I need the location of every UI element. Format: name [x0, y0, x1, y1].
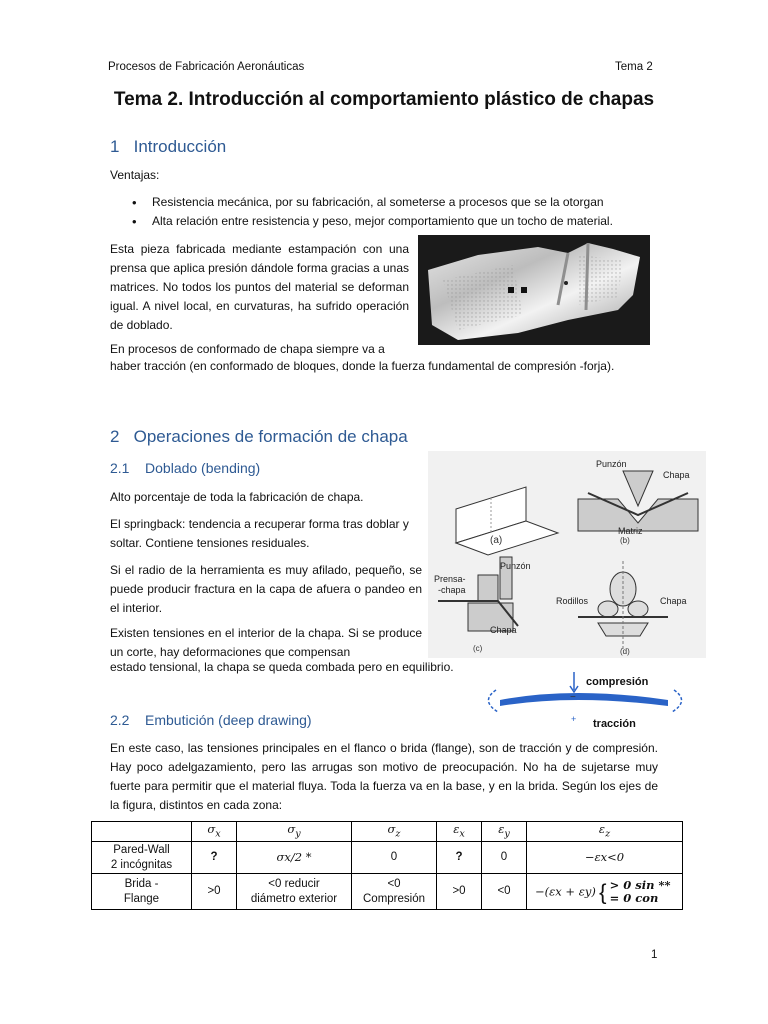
running-header-left: Procesos de Fabricación Aeronáuticas	[108, 61, 305, 73]
cell: −εx<0	[527, 842, 683, 874]
section-2-2-heading: 2.2 Embutición (deep drawing)	[110, 712, 312, 728]
col-sigma-x: $\sigma_x$	[192, 822, 237, 842]
matriz-label: Matriz	[618, 526, 643, 536]
ventaja-item: • Resistencia mecánica, por su fabricación, al someterse a procesos que se la otorgan	[130, 193, 670, 212]
bending-figure	[428, 451, 706, 658]
col-sigma-z: $\sigma_z$	[352, 822, 437, 842]
v-die-diagram	[578, 471, 698, 531]
prensa-label: Prensa-	[434, 574, 466, 584]
punzon-label-b: Punzón	[596, 459, 627, 469]
minus-sign: −	[570, 692, 576, 703]
col-eps-z: $\varepsilon_z$	[527, 822, 683, 842]
prensa-label-2: -chapa	[438, 585, 466, 595]
roller-diagram	[578, 561, 668, 651]
cell: 0	[482, 842, 527, 874]
ventajas-list	[130, 193, 670, 231]
cell: ?	[437, 842, 482, 874]
cell: >0	[192, 874, 237, 910]
punzon-label-c: Punzón	[500, 561, 531, 571]
stress-strain-table	[91, 821, 683, 910]
row-label-flange: Brida - Flange	[92, 874, 192, 910]
bending-p2: El springback: tendencia a recuperar forma tras doblar y soltar. Contiene tensiones residuales.	[110, 517, 409, 550]
section-2-heading: 2 Operaciones de formación de chapa	[110, 427, 408, 446]
cell: <0 reducir diámetro exterior	[237, 874, 352, 910]
table-row	[92, 842, 683, 874]
bending-p3: Si el radio de la herramienta es muy afilado, pequeño, se puede producir fractura en la capa de afuera o pandeo en el interior.	[110, 563, 422, 615]
bending-p4a: Existen tensiones en el interior de la chapa. Si se produce un corte, hay deformaciones que compensan	[110, 626, 422, 659]
cell: <0	[482, 874, 527, 910]
cell: 0	[352, 842, 437, 874]
ventajas-label: Ventajas:	[110, 168, 160, 182]
fig-label-d: (d)	[620, 647, 630, 656]
deep-drawing-paragraph: En este caso, las tensiones principales en el flanco o brida (flange), son de tracción y de compresión. Hay poco adelgazamiento, pero las arrugas son motivo de preocupación. No ha de sujetarse muy fuerte para permitir que el material fluya. Toda la fuerza va en la base, y en la brida. Según los ejes de la figura, distintos en cada zona:	[110, 741, 658, 812]
fig-label-c: (c)	[473, 644, 483, 653]
page-title: Tema 2. Introducción al comportamiento plástico de chapas	[113, 89, 655, 110]
chapa-label-c: Chapa	[490, 625, 517, 635]
bending-p4b: estado tensional, la chapa se queda combada pero en equilibrio.	[110, 660, 454, 674]
cell: <0 Compresión	[352, 874, 437, 910]
fig-label-b: (b)	[620, 536, 630, 545]
section-2-1-heading: 2.1 Doblado (bending)	[110, 460, 261, 476]
cell: ?	[192, 842, 237, 874]
compresion-label: compresión	[586, 676, 649, 688]
page-number: 1	[651, 949, 658, 961]
cell: −(εx + εy) { > 0 sin ** = 0 con	[527, 874, 683, 910]
table-row	[92, 874, 683, 910]
cell: >0	[437, 874, 482, 910]
stamped-part-paragraph: Esta pieza fabricada mediante estampación con una prensa que aplica presión dándole forma gracias a unas matrices. No todos los puntos del material se deforman igual. A nivel local, en curvaturas, ha sufrido operación de doblado.	[110, 242, 409, 332]
tension-paragraph-b: haber tracción (en conformado de bloques, donde la fuerza fundamental de compresión -forja).	[110, 359, 615, 373]
stamped-part-photo	[418, 235, 650, 345]
row-label-wall: Pared-Wall 2 incógnitas	[92, 842, 192, 874]
chapa-label-d: Chapa	[660, 596, 687, 606]
col-eps-y: $\varepsilon_y$	[482, 822, 527, 842]
ventaja-item: • Alta relación entre resistencia y peso, mejor comportamiento que un tocho de material.	[130, 212, 670, 231]
fig-label-a: (a)	[490, 535, 503, 546]
bending-p1: Alto porcentaje de toda la fabricación de chapa.	[110, 490, 364, 504]
running-header-right: Tema 2	[615, 61, 653, 73]
section-1-heading: 1 Introducción	[110, 137, 227, 156]
col-eps-x: $\varepsilon_x$	[437, 822, 482, 842]
col-sigma-y: $\sigma_y$	[237, 822, 352, 842]
traccion-label: tracción	[593, 718, 636, 730]
rodillos-label: Rodillos	[556, 596, 589, 606]
bent-angle-diagram	[456, 487, 558, 555]
tension-paragraph-a: En procesos de conformado de chapa siempre va a	[110, 342, 385, 356]
cell: σx/2 *	[237, 842, 352, 874]
plus-sign: +	[571, 714, 577, 724]
chapa-label-b: Chapa	[663, 470, 690, 480]
table-header-row	[92, 822, 683, 842]
